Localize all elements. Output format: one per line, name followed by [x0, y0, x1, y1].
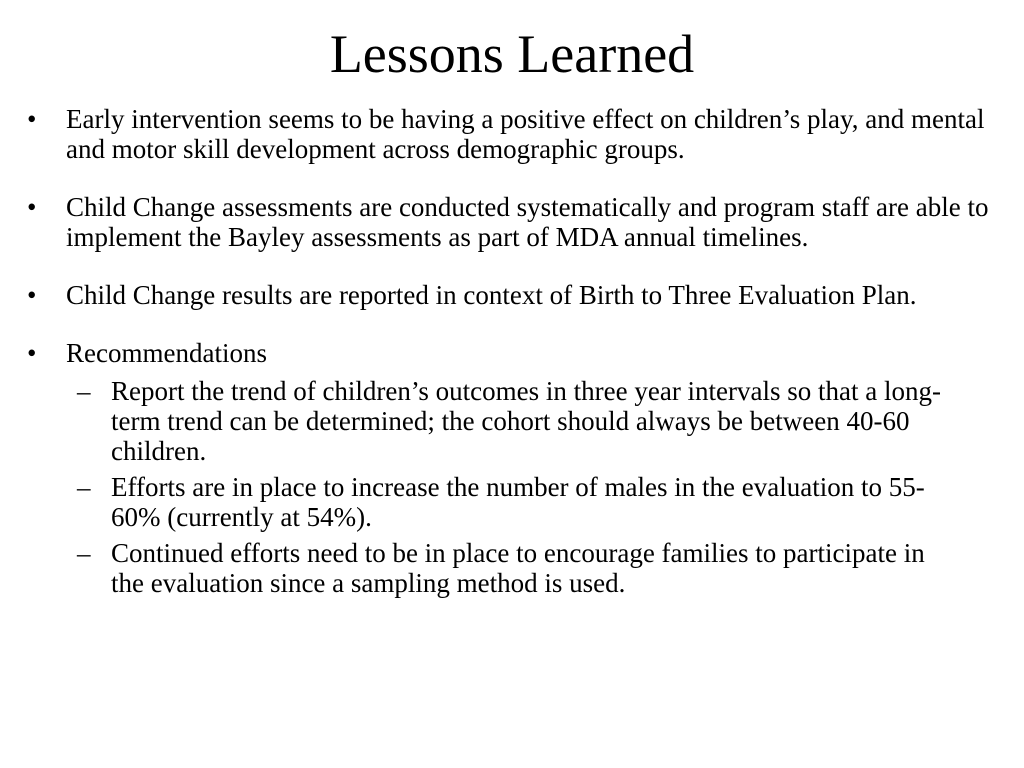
bullet-item — [0, 192, 1024, 252]
bullet-text: Child Change results are reported in context of Birth to Three Evaluation Plan. — [66, 280, 917, 310]
bullet-icon: • — [27, 338, 37, 368]
recommendation-item — [0, 376, 1004, 466]
bullet-text: Child Change assessments are conducted systematically and program staff are able to implement the Bayley assessments as part of MDA annual timelines. — [66, 192, 989, 252]
recommendation-item — [0, 538, 1004, 598]
bullet-text: Recommendations — [66, 338, 267, 368]
recommendation-text: Efforts are in place to increase the number of males in the evaluation to 55-60% (currently at 54%). — [111, 472, 925, 532]
dash-icon: – — [77, 538, 91, 568]
bullet-icon: • — [27, 192, 37, 222]
bullet-icon: • — [27, 104, 37, 134]
bullet-text: Early intervention seems to be having a positive effect on children’s play, and mental and motor skill development across demographic groups. — [66, 104, 985, 164]
dash-icon: – — [77, 376, 91, 406]
slide-title: Lessons Learned — [329, 24, 695, 84]
bullet-item — [0, 104, 1024, 164]
bullet-item-recommendations — [0, 338, 1024, 598]
bullet-item — [0, 280, 1024, 310]
bullet-list — [0, 104, 1024, 626]
recommendations-list — [66, 376, 1004, 598]
bullet-icon: • — [27, 280, 37, 310]
dash-icon: – — [77, 472, 91, 502]
recommendation-text: Continued efforts need to be in place to encourage families to participate in the evaluation since a sampling method is used. — [111, 538, 925, 598]
recommendation-text: Report the trend of children’s outcomes in three year intervals so that a long-term trend can be determined; the cohort should always be between 40-60 children. — [111, 376, 941, 466]
recommendation-item — [0, 472, 1004, 532]
